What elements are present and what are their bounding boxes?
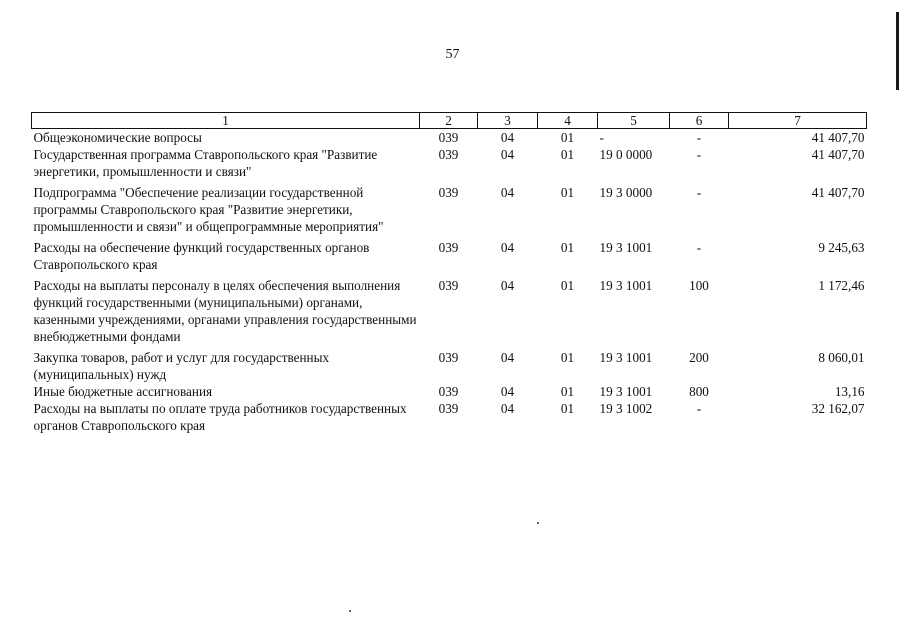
target-article-code: 19 3 1001 <box>599 350 653 365</box>
table-row <box>32 184 867 239</box>
subsection-code: 01 <box>560 130 575 145</box>
expense-type-code: - <box>696 147 702 162</box>
table-row <box>32 383 867 400</box>
expense-name: Государственная программа Ставропольского края "Развитие энергетики, промышленности и связи" <box>33 147 378 179</box>
ministry-code: 039 <box>438 240 459 255</box>
subsection-code: 01 <box>560 384 575 399</box>
target-article-code: 19 3 1001 <box>599 240 653 255</box>
budget-table <box>31 112 867 434</box>
subsection-code: 01 <box>560 240 575 255</box>
expense-type-code: 200 <box>689 350 709 365</box>
expense-type-code: - <box>696 401 702 416</box>
scan-speck <box>349 610 351 612</box>
amount: 1 172,46 <box>818 278 865 293</box>
amount: 41 407,70 <box>811 185 865 200</box>
expense-name: Закупка товаров, работ и услуг для государственных (муниципальных) нужд <box>33 350 330 382</box>
column-header-5: 5 <box>598 113 670 129</box>
scan-speck <box>537 522 539 524</box>
table-row <box>32 146 867 184</box>
scan-edge-mark <box>896 12 899 90</box>
expense-type-code: 100 <box>689 278 709 293</box>
amount: 8 060,01 <box>818 350 865 365</box>
expense-name: Расходы на выплаты по оплате труда работников государственных органов Ставропольского края <box>33 401 407 433</box>
expense-type-code: - <box>696 240 702 255</box>
expense-name: Расходы на обеспечение функций государственных органов Ставропольского края <box>33 240 370 272</box>
ministry-code: 039 <box>438 401 459 416</box>
amount: 9 245,63 <box>818 240 865 255</box>
section-code: 04 <box>500 240 515 255</box>
section-code: 04 <box>500 278 515 293</box>
section-code: 04 <box>500 185 515 200</box>
ministry-code: 039 <box>438 384 459 399</box>
target-article-code: 19 3 0000 <box>599 185 653 200</box>
column-header-7: 7 <box>729 113 867 129</box>
target-article-code: 19 0 0000 <box>599 147 653 162</box>
amount: 32 162,07 <box>811 401 865 416</box>
ministry-code: 039 <box>438 147 459 162</box>
target-article-code: 19 3 1002 <box>599 401 653 416</box>
subsection-code: 01 <box>560 350 575 365</box>
section-code: 04 <box>500 147 515 162</box>
table-row <box>32 349 867 383</box>
expense-name: Иные бюджетные ассигнования <box>33 384 213 399</box>
target-article-code: 19 3 1001 <box>599 384 653 399</box>
amount: 41 407,70 <box>811 147 865 162</box>
expense-name: Подпрограмма "Обеспечение реализации государственной программы Ставропольского края "Развитие энергетики, промышленности и связи" и общепрограммные мероприятия" <box>33 185 384 234</box>
column-header-4: 4 <box>538 113 598 129</box>
target-article-code: 19 3 1001 <box>599 278 653 293</box>
column-header-6: 6 <box>670 113 729 129</box>
expense-type-code: - <box>696 130 702 145</box>
column-header-2: 2 <box>420 113 478 129</box>
ministry-code: 039 <box>438 350 459 365</box>
column-header-1: 1 <box>32 113 420 129</box>
table-row <box>32 129 867 147</box>
amount: 41 407,70 <box>811 130 865 145</box>
table-row <box>32 277 867 349</box>
section-code: 04 <box>500 350 515 365</box>
table-row <box>32 239 867 277</box>
section-code: 04 <box>500 130 515 145</box>
ministry-code: 039 <box>438 278 459 293</box>
target-article-code: - <box>599 130 604 145</box>
expense-type-code: - <box>696 185 702 200</box>
amount: 13,16 <box>834 384 865 399</box>
subsection-code: 01 <box>560 278 575 293</box>
expense-type-code: 800 <box>689 384 709 399</box>
section-code: 04 <box>500 401 515 416</box>
section-code: 04 <box>500 384 515 399</box>
subsection-code: 01 <box>560 147 575 162</box>
header-row <box>32 113 867 129</box>
table-row <box>32 400 867 434</box>
subsection-code: 01 <box>560 401 575 416</box>
page-number: 57 <box>445 47 460 62</box>
ministry-code: 039 <box>438 185 459 200</box>
expense-name: Расходы на выплаты персоналу в целях обеспечения выполнения функций государственными (муниципальными) органами, казенными учреждениями, органами управления государственными внебюджетными фондами <box>33 278 417 344</box>
subsection-code: 01 <box>560 185 575 200</box>
ministry-code: 039 <box>438 130 459 145</box>
column-header-3: 3 <box>478 113 538 129</box>
expense-name: Общеэкономические вопросы <box>33 130 202 145</box>
